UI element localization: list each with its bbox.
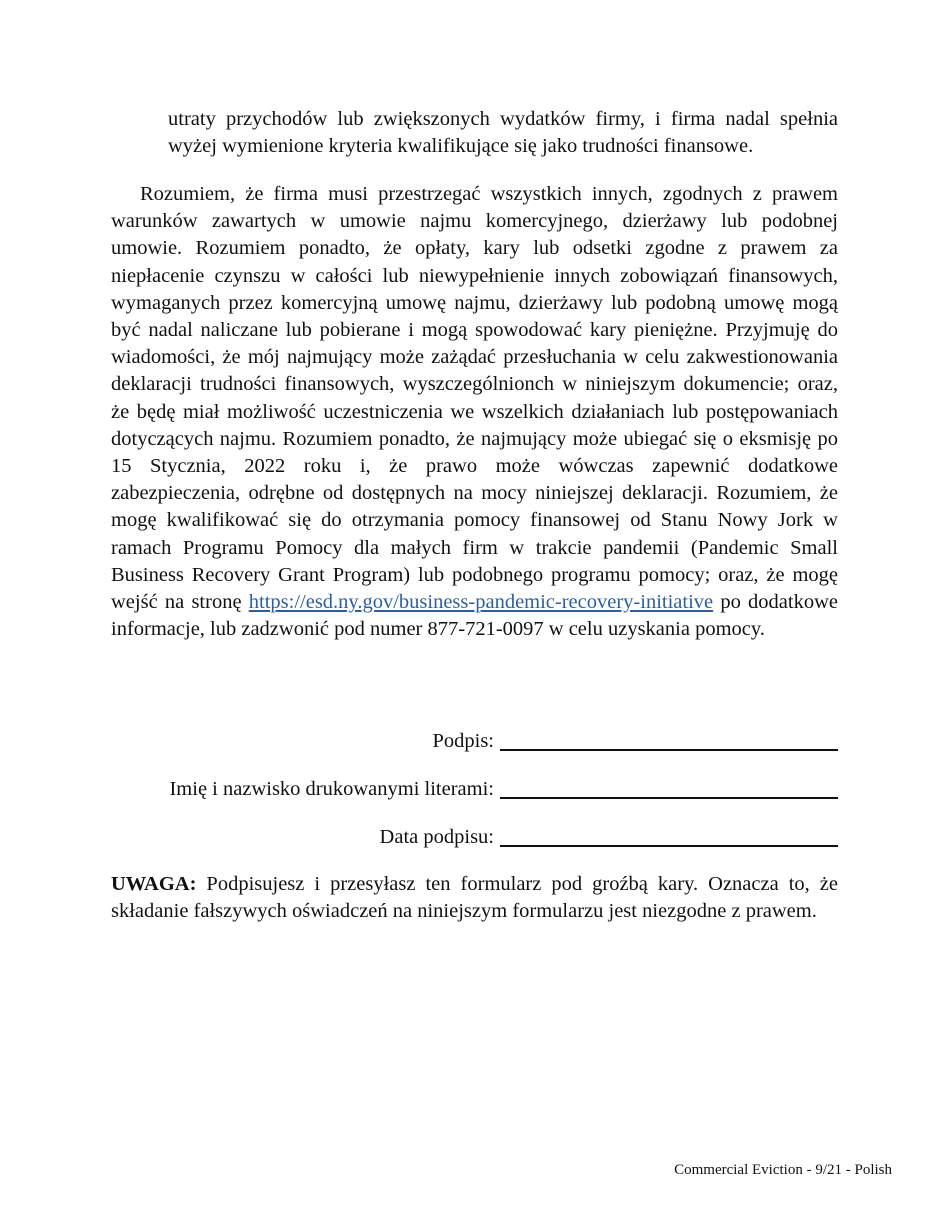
intro-paragraph: utraty przychodów lub zwiększonych wydatków firmy, i firma nadal spełnia wyżej wymienione kryteria kwalifikujące się jako trudności finansowe. bbox=[168, 108, 838, 157]
signature-row bbox=[432, 727, 838, 753]
notice-heading: UWAGA: bbox=[111, 873, 197, 895]
recovery-initiative-link[interactable]: https://esd.ny.gov/business-pandemic-recovery-initiative bbox=[248, 591, 714, 614]
footer-label: Commercial Eviction - 9/21 - Polish bbox=[674, 1162, 892, 1178]
signature-label: Podpis: bbox=[432, 730, 494, 752]
main-paragraph-text: Rozumiem, że firma musi przestrzegać wszystkich innych, zgodnych z prawem warunków zawartych w umowie najmu komercyjnego, dzierżawy lub podobnej umowie. Rozumiem ponadto, że opłaty, kary lub odsetki zgodne z prawem za niepłacenie czynszu w całości lub niewypełnienie innych zobowiązań finansowych, wymaganych przez komercyjną umowę najmu, dzierżawy lub podobną umowę mogą być nadal naliczane lub pobierane i mogą spowodować kary pieniężne. Przyjmuję do wiadomości, że mój najmujący może zażądać przesłuchania w celu zakwestionowania deklaracji trudności finansowych, wyszczególnionch w niniejszym dokumencie; oraz, że będę miał możliwość uczestniczenia we wszelkich działaniach lub postępowaniach dotyczących najmu. Rozumiem ponadto, że najmujący może ubiegać się o eksmisję po 15 Stycznia, 2022 roku i, że prawo może wówczas zapewnić dodatkowe zabezpieczenia, odrębne od dostępnych na mocy niniejszej deklaracji. Rozumiem, że mogę kwalifikować się do otrzymania pomocy finansowej od Stanu Nowy Jork w ramach Programu Pomocy dla małych firm w trakcie pandemii (Pandemic Small Business Recovery Grant Program) lub podobnego programu pomocy; oraz, że mogę wejść na stronę bbox=[111, 183, 838, 614]
main-paragraph-text-end: po dodatkowe informacje, lub zadzwonić pod numer 877-721-0097 w celu uzyskania pomocy. bbox=[111, 591, 839, 641]
notice-text: Podpisujesz i przesyłasz ten formularz pod groźbą kary. Oznacza to, że składanie fałszywych oświadczeń na niniejszym formularzu jest niezgodne z prawem. bbox=[111, 873, 838, 923]
printed-name-field[interactable] bbox=[500, 775, 838, 799]
printed-name-label: Imię i nazwisko drukowanymi literami: bbox=[169, 778, 494, 800]
printed-name-row bbox=[169, 775, 838, 801]
signature-date-label: Data podpisu: bbox=[379, 826, 494, 848]
main-paragraph bbox=[111, 181, 838, 643]
signature-date-row bbox=[380, 823, 838, 849]
notice-paragraph bbox=[111, 871, 838, 925]
signature-date-field[interactable] bbox=[500, 823, 838, 847]
signature-field[interactable] bbox=[500, 727, 838, 751]
